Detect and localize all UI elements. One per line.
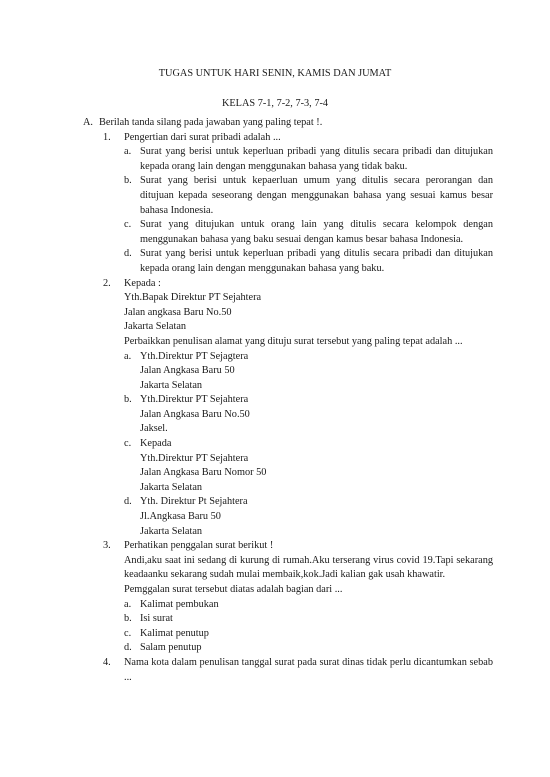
option-text: Surat yang berisi untuk keperluan pribadi yang ditulis secara pribadi dan ditujukan kepada orang lain dengan menggunakan bahasa yang baku. [140, 248, 493, 274]
option-b[interactable] [124, 393, 493, 437]
section-letter: A. [83, 117, 94, 128]
address-line: Jalan angkasa Baru No.50 [124, 306, 232, 318]
option-letter: c. [124, 219, 132, 231]
question-2 [103, 277, 493, 540]
option-letter: d. [124, 248, 132, 260]
question-prompt: Perbaikkan penulisan alamat yang dituju surat tersebut yang paling tepat adalah ... [124, 335, 463, 347]
address-line: Jakarta Selatan [124, 321, 187, 333]
option-line: Jalan Angkasa Baru Nomor 50 [140, 467, 267, 479]
option-text: Surat yang berisi untuk kepaerluan umum yang ditulis secara perorangan dan ditujuan kepada seseorang dengan menggunakan bahasa yang sesuai kamus besar bahasa Indonesia. [140, 175, 493, 216]
option-line: Jaksel. [140, 423, 168, 435]
option-letter: c. [124, 438, 132, 450]
option-letter: b. [124, 175, 132, 187]
option-text: Surat yang berisi untuk keperluan pribadi yang ditulis secara pribadi dan ditujukan kepada orang lain dengan menggunakan bahasa yang tidak baku. [140, 146, 493, 172]
option-a[interactable] [124, 598, 493, 613]
question-number: 2. [103, 277, 111, 289]
option-text: Salam penutup [140, 642, 202, 654]
question-number: 1. [103, 131, 111, 143]
option-a[interactable] [124, 145, 493, 174]
option-c[interactable] [124, 627, 493, 642]
option-line: Yth.Direktur PT Sejagtera [140, 350, 249, 362]
option-line: Jakarta Selatan [140, 525, 203, 537]
question-prompt: Pemggalan surat tersebut diatas adalah bagian dari ... [124, 584, 343, 595]
option-line: Kepada [140, 438, 172, 450]
option-line: Yth.Direktur PT Sejahtera [140, 394, 249, 406]
question-text: Pengertian dari surat pribadi adalah ... [124, 131, 281, 143]
question-1 [103, 131, 493, 277]
option-b[interactable] [124, 612, 493, 627]
document-title: TUGAS UNTUK HARI SENIN, KAMIS DAN JUMAT [158, 68, 392, 79]
option-letter: b. [124, 394, 132, 406]
option-letter: c. [124, 627, 132, 639]
letter-excerpt: Andi,aku saat ini sedang di kurung di rumah.Aku terserang virus covid 19.Tapi sekarang keadaanku sekarang sudah mulai membaik,kok.Jadi kalian gak usah khawatir. [124, 554, 493, 581]
option-line: Yth.Direktur PT Sejahtera [140, 452, 249, 464]
option-line: Yth. Direktur Pt Sejahtera [140, 496, 248, 508]
option-line: Jl.Angkasa Baru 50 [140, 511, 221, 523]
question-3 [103, 539, 493, 656]
option-text: Kalimat pembukan [140, 598, 219, 610]
option-d[interactable] [124, 495, 493, 539]
option-text: Kalimat penutup [140, 627, 209, 639]
class-subtitle: KELAS 7-1, 7-2, 7-3, 7-4 [221, 98, 329, 109]
option-letter: d. [124, 496, 132, 508]
option-text: Isi surat [140, 613, 173, 625]
option-a[interactable] [124, 350, 493, 394]
option-letter: a. [124, 350, 132, 362]
question-4 [103, 656, 493, 685]
option-c[interactable] [124, 218, 493, 247]
option-line: Jakarta Selatan [140, 481, 203, 493]
option-text: Surat yang ditujukan untuk orang lain yang ditulis secara kelompok dengan menggunakan bahasa yang baku sesuai dengan kamus besar bahasa Indonesia. [140, 219, 493, 245]
option-d[interactable] [124, 247, 493, 276]
option-letter: a. [124, 146, 132, 158]
option-letter: d. [124, 642, 132, 654]
option-c[interactable] [124, 437, 493, 495]
option-line: Jalan Angkasa Baru 50 [140, 365, 235, 377]
address-line: Yth.Bapak Direktur PT Sejahtera [124, 292, 262, 304]
question-text: Kepada : [124, 277, 161, 289]
question-text: Nama kota dalam penulisan tanggal surat pada surat dinas tidak perlu dicantumkan sebab ... [124, 656, 493, 683]
option-d[interactable] [124, 641, 493, 656]
question-text: Perhatikan penggalan surat berikut ! [124, 540, 274, 552]
section-instruction [83, 116, 493, 131]
section-a [83, 116, 493, 685]
option-letter: b. [124, 613, 132, 625]
question-number: 3. [103, 540, 111, 552]
section-instruction-text: Berilah tanda silang pada jawaban yang paling tepat !. [99, 117, 323, 128]
option-line: Jalan Angkasa Baru No.50 [140, 408, 250, 420]
option-b[interactable] [124, 174, 493, 218]
option-letter: a. [124, 598, 132, 610]
question-number: 4. [103, 656, 111, 668]
option-line: Jakarta Selatan [140, 379, 203, 391]
